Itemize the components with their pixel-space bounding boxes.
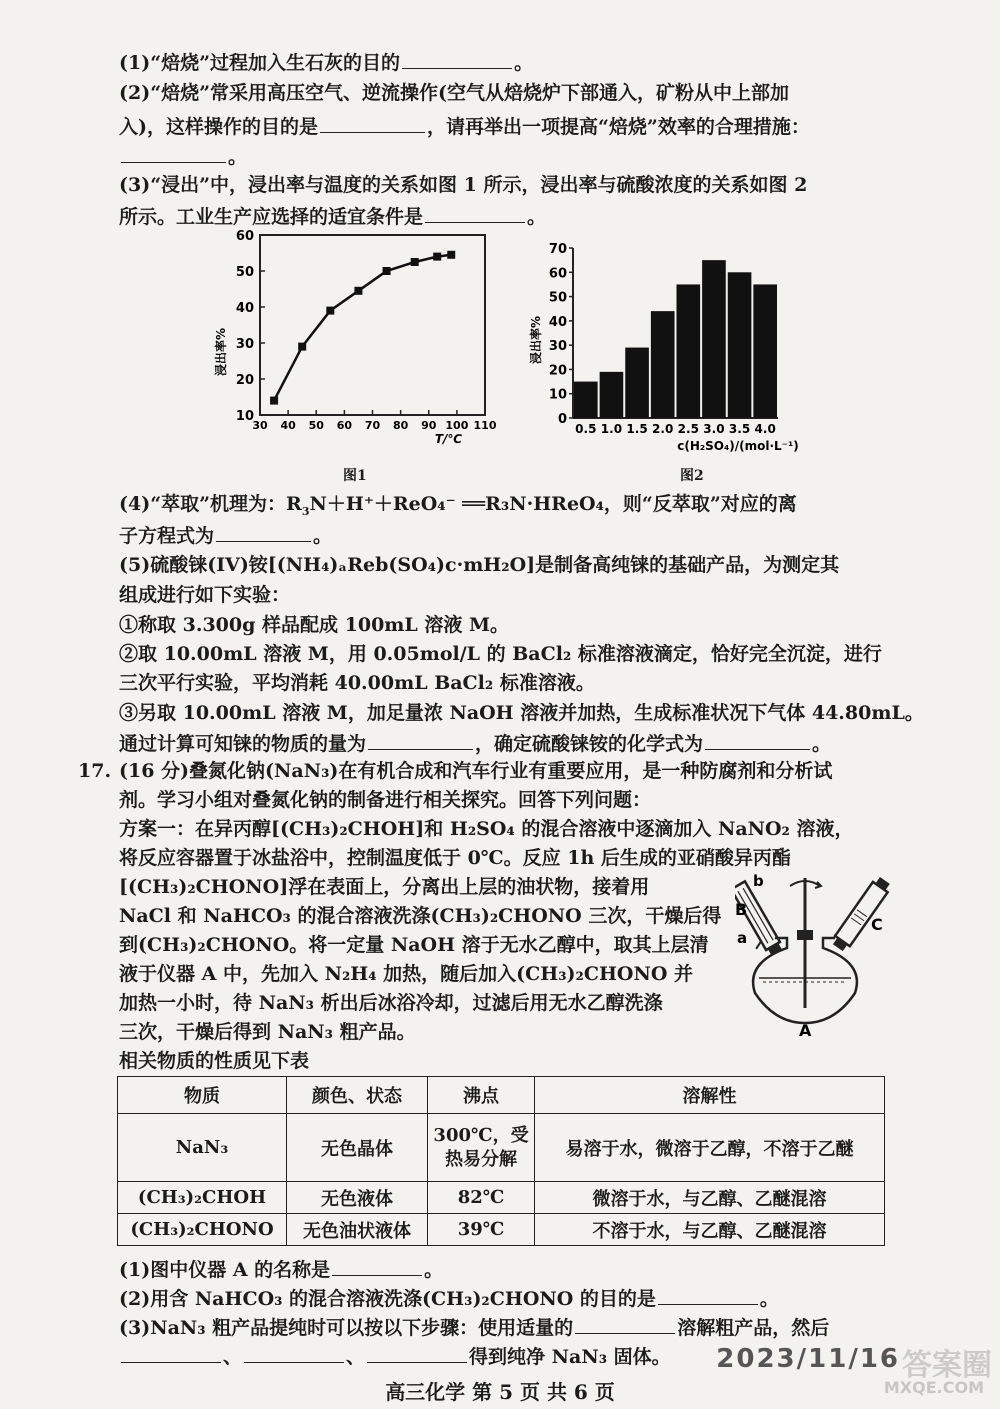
table-title: 相关物质的性质见下表 (119, 1050, 310, 1072)
fig1-xtick-label: 80 (392, 419, 409, 432)
table-cell: 易溶于水，微溶于乙醇，不溶于乙醚 (535, 1114, 885, 1182)
q17-question2: (2)用含 NaHCO₃ 的混合溶液洗涤(CH₃)₂CHONO 的目的是 。 (119, 1284, 779, 1312)
fig2-marks (574, 260, 777, 418)
q17-method-line5: 到(CH₃)₂CHONO。将一定量 NaOH 溶于无水乙醇中，取其上层清 (119, 934, 709, 956)
fig2-bar (625, 348, 649, 418)
fig1-xtick-label: 70 (364, 419, 381, 432)
table-cell: 39℃ (428, 1214, 535, 1246)
answer-blank[interactable] (425, 202, 525, 223)
fig1-data-point (433, 253, 441, 261)
fig2-bar (728, 272, 752, 418)
fig2-xtick-label: 4.0 (754, 422, 776, 436)
q16-part2-line3: 。 (119, 142, 247, 170)
q17-method-line3: [(CH₃)₂CHONO]浮在表面上，分离出上层的油状物，接着用 (119, 876, 650, 898)
q17-question3-line1: (3)NaN₃ 粗产品提纯时可以按以下步骤：使用适量的 溶解粗产品，然后 (119, 1313, 829, 1341)
label-b: b (753, 872, 764, 890)
fig1-data-point (326, 307, 334, 315)
fig2-ytick-label: 60 (548, 266, 567, 282)
fig1-ytick-label: 20 (235, 373, 254, 388)
table-cell: 无色液体 (287, 1182, 428, 1214)
fig1-ytick-label: 10 (235, 409, 254, 424)
answer-blank[interactable] (332, 1255, 422, 1276)
figure-1-line-chart (205, 222, 505, 462)
table-row (118, 1182, 885, 1214)
fig2-xtick-label: 1.5 (626, 422, 648, 436)
fig1-xtick-label: 100 (445, 419, 469, 432)
fig1-xtick-label: 50 (308, 419, 324, 432)
fig1-xtick-label: 110 (473, 419, 497, 432)
table-header: 沸点 (428, 1077, 535, 1114)
fig2-bar (677, 284, 701, 418)
answer-blank[interactable] (244, 1342, 344, 1363)
q16-part4-line1: (4)“萃取”机理为：$R_3N+H^++ReO_4^-$ ══R₃N·HReO₄，则“反萃取”对应的离 (119, 493, 797, 518)
q16-step1: ①称取 3.300g 样品配成 100mL 溶液 M。 (119, 614, 510, 636)
table-cell: 无色晶体 (287, 1114, 428, 1182)
fig2-bar (574, 382, 598, 418)
table-cell: 不溶于水，与乙醇、乙醚混溶 (535, 1214, 885, 1246)
q17-method-line1: 方案一：在异丙醇[(CH₃)₂CHOH]和 H₂SO₄ 的混合溶液中逐滴加入 NaNO₂ 溶液， (119, 818, 854, 840)
answer-blank[interactable] (121, 1342, 221, 1363)
fig1-data-point (447, 251, 455, 259)
fig2-ytick-label: 70 (548, 242, 567, 257)
fig1-ytick-label: 50 (235, 265, 254, 280)
watermark-logo: 答案圈 (902, 1348, 992, 1383)
fig1-data-point (354, 287, 362, 295)
q16-part5-line1: (5)硫酸铼(IV)铵[(NH₄)ₐReb(SO₄)c·mH₂O]是制备高纯铼的基础产品，为测定其 (119, 554, 840, 576)
answer-blank[interactable] (320, 112, 425, 133)
fig2-xlabel: c(H₂SO₄)/(mol·L⁻¹) (677, 439, 799, 453)
q16-part2-line2: 入)，这样操作的目的是 ，请再举出一项提高“焙烧”效率的合理措施： (119, 112, 810, 140)
fig1-xtick-label: 60 (336, 419, 353, 432)
fig2-xtick-label: 3.0 (703, 422, 725, 436)
fig2-bar (753, 284, 777, 418)
fig2-xtick-label: 0.5 (575, 422, 597, 436)
figure-2-bar-chart (525, 240, 825, 462)
answer-blank[interactable] (367, 1342, 467, 1363)
fig2-ytick-label: 20 (548, 363, 567, 379)
q16-part5-line2: 组成进行如下实验： (119, 584, 291, 606)
table-header: 溶解性 (535, 1077, 885, 1114)
q17-number: 17. (78, 760, 112, 782)
answer-blank[interactable] (658, 1284, 758, 1305)
fig1-xtick-label: 90 (421, 419, 437, 432)
fig1-caption: 图1 (343, 468, 367, 484)
table-row (118, 1214, 885, 1246)
fig2-ytick-label: 30 (548, 339, 567, 355)
fig1-xtick-label: 40 (280, 419, 296, 432)
q17-method-line4: NaCl 和 NaHCO₃ 的混合溶液洗涤(CH₃)₂CHONO 三次，干燥后得 (119, 905, 722, 927)
fig2-xtick-label: 2.5 (677, 422, 699, 436)
answer-blank[interactable] (216, 521, 311, 542)
answer-blank[interactable] (402, 48, 512, 69)
fig1-axes (236, 229, 497, 446)
apparatus-diagram (735, 868, 895, 1038)
fig1-marks (270, 251, 455, 405)
fig2-ytick-label: 10 (548, 387, 567, 403)
page-footer: 高三化学 第 5 页 共 6 页 (385, 1380, 615, 1404)
q16-part3-line1: (3)“浸出”中，浸出率与温度的关系如图 1 所示，浸出率与硫酸浓度的关系如图 2 (119, 174, 808, 196)
table-cell: (CH₃)₂CHONO (118, 1214, 287, 1246)
table-row (118, 1114, 885, 1182)
fig1-ytick-label: 30 (235, 337, 254, 352)
watermark-url: MXQE.COM (883, 1378, 984, 1397)
q17-question1: (1)图中仪器 A 的名称是 。 (119, 1255, 443, 1283)
fig2-ytick-label: 0 (557, 412, 567, 427)
fig2-xtick-label: 2.0 (652, 422, 674, 436)
q16-step3: ③另取 10.00mL 溶液 M，加足量浓 NaOH 溶液并加热，生成标准状况下气体 44.80mL。 (119, 702, 924, 724)
table-cell: 82℃ (428, 1182, 535, 1214)
fig1-data-point (411, 258, 419, 266)
fig2-ylabel: 浸出率% (529, 315, 543, 365)
fig1-ytick-label: 40 (235, 301, 254, 316)
q16-conclusion: 通过计算可知铼的物质的量为 ，确定硫酸铼铵的化学式为 。 (119, 729, 831, 757)
answer-blank[interactable] (575, 1313, 675, 1334)
table-cell: 300℃，受热易分解 (428, 1114, 535, 1182)
table-header: 颜色、状态 (287, 1077, 428, 1114)
fig1-ylabel: 浸出率% (214, 327, 228, 377)
date-stamp: 2023/11/16 (716, 1344, 900, 1374)
table-cell: 无色油状液体 (287, 1214, 428, 1246)
fig2-bar (651, 311, 675, 418)
label-a: a (737, 929, 748, 947)
fig1-data-point (270, 397, 278, 405)
fig1-xtick-label: 30 (252, 419, 268, 432)
fig2-ytick-label: 50 (548, 290, 567, 306)
table-cell: NaN₃ (118, 1114, 287, 1182)
q16-part4-line2: 子方程式为 。 (119, 521, 332, 549)
fig2-ytick-label: 40 (548, 314, 567, 330)
q17-method-line8: 三次，干燥后得到 NaN₃ 粗产品。 (119, 1021, 416, 1043)
fig2-bar (600, 372, 624, 418)
table-header: 物质 (118, 1077, 287, 1114)
q16-part1: (1)“焙烧”过程加入生石灰的目的 。 (119, 48, 533, 76)
label-A: A (799, 1021, 812, 1038)
table-header-row (118, 1077, 885, 1114)
answer-blank[interactable] (121, 142, 226, 163)
fig1-plot-frame (260, 235, 485, 415)
answer-blank[interactable] (705, 729, 810, 750)
properties-table (117, 1076, 885, 1246)
q17-intro-line1: (16 分)叠氮化钠(NaN₃)在有机合成和汽车行业有重要应用，是一种防腐剂和分析试 (119, 760, 833, 782)
fig2-xtick-label: 3.5 (728, 422, 751, 436)
fig2-bar (702, 260, 726, 418)
table-cell: (CH₃)₂CHOH (118, 1182, 287, 1214)
q17-question3-line2: 、 、 得到纯净 NaN₃ 固体。 (119, 1342, 671, 1370)
table-cell: 微溶于水，与乙醇、乙醚混溶 (535, 1182, 885, 1214)
fig1-ytick-label: 60 (235, 229, 254, 244)
q17-method-line2: 将反应容器置于冰盐浴中，控制温度低于 0℃。反应 1h 后生成的亚硝酸异丙酯 (119, 847, 791, 869)
fig1-series-line (274, 255, 451, 401)
fig1-data-point (298, 343, 306, 351)
q16-part2-line1: (2)“焙烧”常采用高压空气、逆流操作(空气从焙烧炉下部通入，矿粉从中上部加 (119, 82, 790, 104)
fig2-xtick-label: 1.0 (600, 422, 623, 436)
fig1-xlabel: T/℃ (434, 432, 462, 446)
label-B: B (735, 900, 748, 919)
q16-step2-line1: ②取 10.00mL 溶液 M，用 0.05mol/L 的 BaCl₂ 标准溶液滴定，恰好完全沉淀，进行 (119, 643, 882, 665)
fig2-caption: 图2 (680, 468, 704, 484)
fig1-data-point (383, 267, 391, 275)
q17-method-line6: 液于仪器 A 中，先加入 N₂H₄ 加热，随后加入(CH₃)₂CHONO 并 (119, 963, 694, 985)
q17-method-line7: 加热一小时，待 NaN₃ 析出后冰浴冷却，过滤后用无水乙醇洗涤 (119, 992, 663, 1014)
q16-part3-line2: 所示。工业生产应选择的适宜条件是 。 (119, 202, 546, 230)
label-C: C (871, 915, 883, 934)
q17-intro-line2: 剂。学习小组对叠氮化钠的制备进行相关探究。回答下列问题： (119, 789, 652, 811)
answer-blank[interactable] (368, 729, 473, 750)
q16-step2-line2: 三次平行实验，平均消耗 40.00mL BaCl₂ 标准溶液。 (119, 672, 595, 694)
